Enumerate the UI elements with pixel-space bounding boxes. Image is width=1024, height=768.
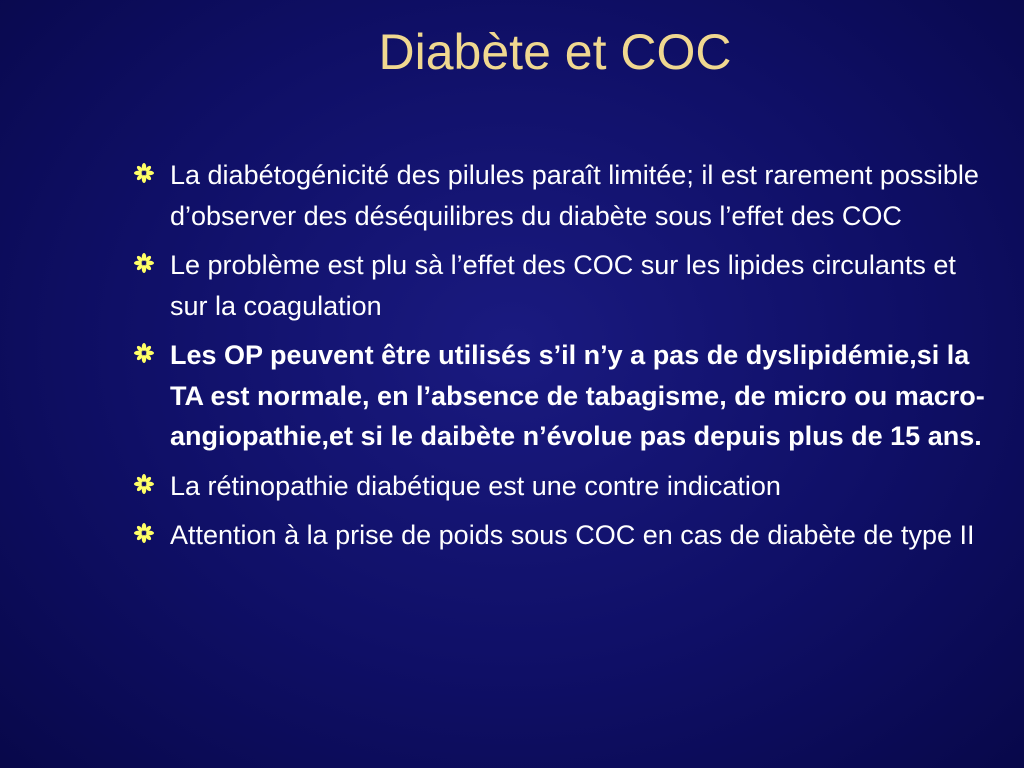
- flower-bullet-icon: [133, 522, 155, 544]
- slide-title: Diabète et COC: [378, 24, 732, 80]
- bullet-text: Le problème est plu sà l’effet des COC sur les lipides circulants et sur la coagulation: [170, 250, 956, 321]
- bullet-item-5: [131, 515, 991, 556]
- bullet-text: Attention à la prise de poids sous COC en cas de diabète de type II: [170, 520, 975, 550]
- bullet-item-4: [131, 466, 991, 507]
- flower-bullet-icon: [133, 162, 155, 184]
- flower-bullet-icon: [133, 252, 155, 274]
- flower-bullet-icon: [133, 473, 155, 495]
- bullet-text: La rétinopathie diabétique est une contre indication: [170, 470, 781, 501]
- bullet-item-2: [131, 245, 991, 326]
- bullet-list: [131, 155, 991, 565]
- bullet-text: Les OP peuvent être utilisés s’il n’y a pas de dyslipidémie,si la TA est normale, en l’absence de tabagisme, de micro ou macro-angiopathie,et si le daibète n’évolue pas depuis plus de 15 ans.: [170, 340, 985, 451]
- bullet-text: La diabétogénicité des pilules paraît limitée; il est rarement possible d’observer des déséquilibres du diabète sous l’effet des COC: [170, 160, 979, 231]
- bullet-item-1: [131, 155, 991, 236]
- flower-bullet-icon: [133, 342, 155, 364]
- bullet-item-3: [131, 335, 991, 457]
